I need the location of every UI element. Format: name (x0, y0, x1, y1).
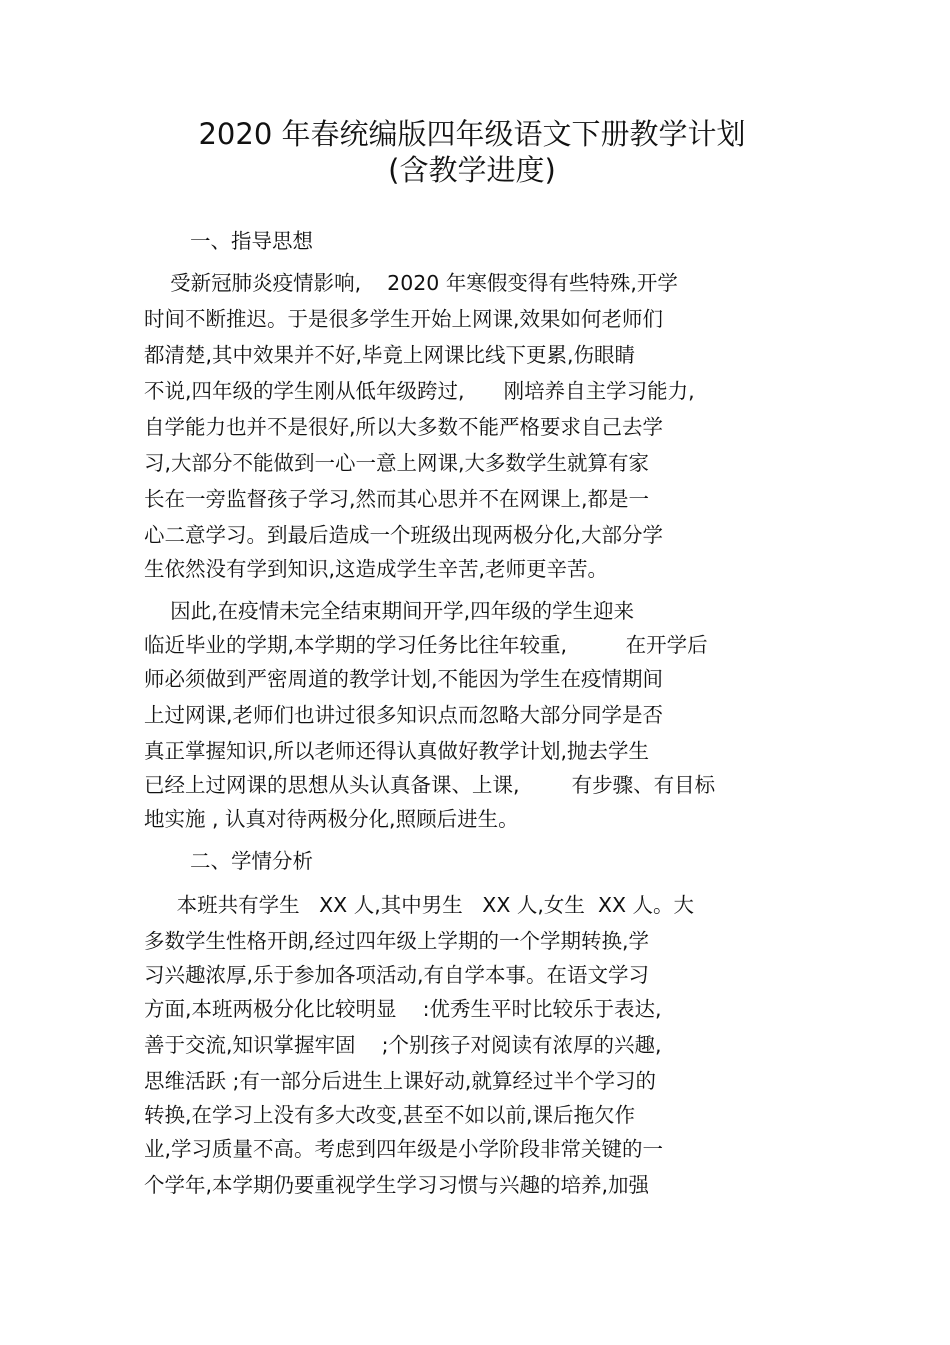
paragraph-line: 本班共有学生 XX 人,其中男生 XX 人,女生 XX 人。大 (144, 893, 695, 917)
paragraph-line: 受新冠肺炎疫情影响, 2020 年寒假变得有些特殊,开学 (144, 271, 678, 295)
paragraph-line: 善于交流,知识掌握牢固 ;个别孩子对阅读有浓厚的兴趣, (144, 1033, 662, 1057)
paragraph-line: 都清楚,其中效果并不好,毕竟上网课比线下更累,伤眼睛 (144, 343, 636, 367)
document-title: 2020 年春统编版四年级语文下册教学计划 (198, 117, 746, 151)
paragraph-line: 思维活跃 ;有一部分后进生上课好动,就算经过半个学习的 (144, 1069, 656, 1093)
paragraph-line: 上过网课,老师们也讲过很多知识点而忽略大部分同学是否 (144, 703, 664, 727)
paragraph-line: 时间不断推迟。于是很多学生开始上网课,效果如何老师们 (144, 307, 664, 331)
paragraph-line: 业,学习质量不高。考虑到四年级是小学阶段非常关键的一 (144, 1137, 664, 1161)
paragraph-line: 长在一旁监督孩子学习,然而其心思并不在网课上,都是一 (144, 487, 650, 511)
paragraph-line: 师必须做到严密周道的教学计划,不能因为学生在疫情期间 (144, 667, 664, 691)
paragraph-line: 习,大部分不能做到一心一意上网课,大多数学生就算有家 (144, 451, 650, 475)
paragraph-line: 已经上过网课的思想从头认真备课、上课, 有步骤、有目标 (144, 773, 716, 797)
paragraph-line: 真正掌握知识,所以老师还得认真做好教学计划,抛去学生 (144, 739, 650, 763)
paragraph-line: 个学年,本学期仍要重视学生学习习惯与兴趣的培养,加强 (144, 1173, 650, 1197)
paragraph-line: 临近毕业的学期,本学期的学习任务比往年较重, 在开学后 (144, 633, 708, 657)
paragraph-line: 转换,在学习上没有多大改变,甚至不如以前,课后拖欠作 (144, 1103, 636, 1127)
paragraph-line: 心二意学习。到最后造成一个班级出现两极分化,大部分学 (144, 523, 664, 547)
paragraph-line: 多数学生性格开朗,经过四年级上学期的一个学期转换,学 (144, 929, 650, 953)
paragraph-line: 地实施 , 认真对待两极分化,照顾后进生。 (144, 807, 519, 831)
paragraph-line: 不说,四年级的学生刚从低年级跨过, 刚培养自主学习能力, (144, 379, 695, 403)
paragraph-line: 自学能力也并不是很好,所以大多数不能严格要求自己去学 (144, 415, 664, 439)
paragraph-line: 因此,在疫情未完全结束期间开学,四年级的学生迎来 (144, 599, 635, 623)
paragraph-line: 习兴趣浓厚,乐于参加各项活动,有自学本事。在语文学习 (144, 963, 650, 987)
paragraph-line: 生依然没有学到知识,这造成学生辛苦,老师更辛苦。 (144, 557, 609, 581)
paragraph-line: 方面,本班两极分化比较明显 :优秀生平时比较乐于表达, (144, 997, 662, 1021)
section-heading-student-analysis: 二、学情分析 (190, 849, 313, 873)
document-subtitle: (含教学进度) (388, 153, 556, 187)
section-heading-guiding-thought: 一、指导思想 (190, 229, 313, 253)
